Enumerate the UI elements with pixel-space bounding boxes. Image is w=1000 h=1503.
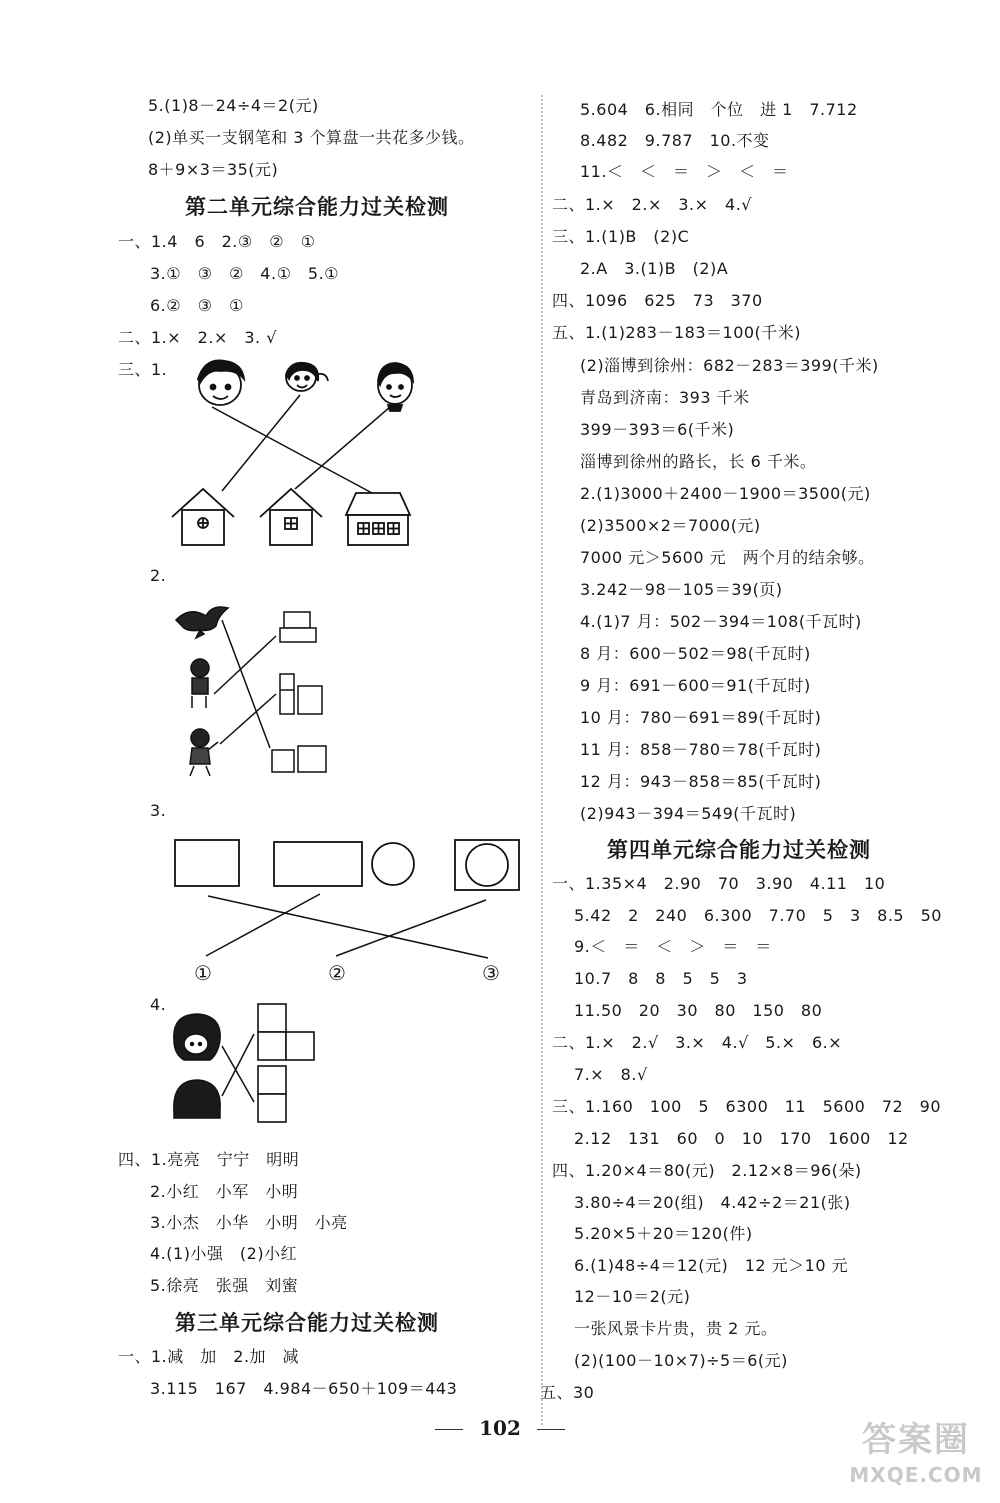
answer-line: 淄博到徐州的路长，长 6 千米。: [580, 452, 817, 471]
answer-line: 4.(1)小强 (2)小红: [150, 1244, 298, 1263]
choice-marker: ①: [194, 961, 213, 985]
page-number-dash: [537, 1429, 565, 1430]
answer-line: 5.604 6.相同 个位 进 1 7.712: [580, 100, 858, 119]
answer-line: 3.① ③ ② 4.① 5.①: [150, 264, 340, 283]
front-view-shape: [272, 746, 326, 772]
answer-line: 二、1.× 2.× 3. √: [118, 328, 277, 347]
answer-line: 10 月：780－691＝89(千瓦时): [580, 708, 822, 727]
answer-line: 5.20×5＋20＝120(件): [574, 1224, 753, 1243]
answer-line: 3.80÷4＝20(组) 4.42÷2＝21(张): [574, 1193, 851, 1212]
answer-line: 8.482 9.787 10.不变: [580, 131, 770, 150]
matching-lines: [214, 620, 276, 748]
answer-line: (2)淄博到徐州：682－283＝399(千米): [580, 356, 879, 375]
boy-face-icon: [198, 360, 244, 405]
matching-lines: [206, 894, 488, 958]
faces-houses-matching-figure: [160, 355, 430, 555]
choice-marker: ②: [328, 961, 347, 985]
net-matching-figure: [170, 1000, 330, 1130]
answer-line: 一、1.35×4 2.90 70 3.90 4.11 10: [552, 874, 886, 893]
shape-rectangle: [175, 840, 239, 886]
answer-line: (2)单买一支钢笔和 3 个算盘一共花多少钱。: [148, 128, 475, 147]
answer-line: 一、1.4 6 2.③ ② ①: [118, 232, 316, 251]
answer-line: 11 月：858－780＝78(千瓦时): [580, 740, 822, 759]
answer-line: 6.(1)48÷4＝12(元) 12 元＞10 元: [574, 1256, 849, 1275]
top-view-shape: [280, 612, 316, 642]
answer-line: 四、1.亮亮 宁宁 明明: [118, 1150, 300, 1169]
answer-line: 四、1096 625 73 370: [552, 291, 763, 310]
answer-line: 2.12 131 60 0 10 170 1600 12: [574, 1129, 909, 1148]
unit3-heading: 第三单元综合能力过关检测: [175, 1311, 439, 1335]
house-icon: [346, 493, 410, 545]
answer-line: 一张风景卡片贵，贵 2 元。: [574, 1319, 778, 1338]
page-number-text: 102: [479, 1416, 521, 1440]
section-label: 三、1.: [118, 360, 168, 379]
cube-net-shape: [258, 1004, 314, 1060]
boy-face-icon: [378, 363, 413, 411]
answer-line: 11.50 20 30 80 150 80: [574, 1001, 823, 1020]
answer-line: 7.× 8.√: [574, 1065, 648, 1084]
shape-long-rectangle: [274, 842, 362, 886]
answer-line: 2.A 3.(1)B (2)A: [580, 259, 729, 278]
answer-line: 10.7 8 8 5 5 3: [574, 969, 748, 988]
watermark-url: MXQE.COM: [849, 1463, 983, 1487]
answer-line: 3.小杰 小华 小明 小亮: [150, 1213, 348, 1232]
answer-line: 8＋9×3＝35(元): [148, 160, 279, 179]
girl-face-icon: [286, 363, 328, 391]
shapes-matching-figure: [170, 836, 530, 986]
answer-line: 2.小红 小军 小明: [150, 1182, 299, 1201]
answer-line: 5.(1)8－24÷4＝2(元): [148, 96, 319, 115]
answer-line: 7000 元＞5600 元 两个月的结余够。: [580, 548, 875, 567]
matching-lines: [222, 1034, 254, 1102]
side-view-shape: [280, 674, 322, 714]
answer-line: 11.＜ ＜ ＝ ＞ ＜ ＝: [580, 162, 789, 181]
watermark-logo-text: 答案圈: [862, 1420, 970, 1460]
eagle-icon: [176, 607, 228, 638]
answer-line: 5.徐亮 张强 刘蜜: [150, 1276, 299, 1295]
answer-line: 3.115 167 4.984－650＋109＝443: [150, 1379, 458, 1398]
answer-line: 9 月：691－600＝91(千瓦时): [580, 676, 811, 695]
child-icon: [191, 659, 209, 708]
girl-head-icon: [174, 1014, 220, 1060]
shape-circle: [372, 843, 414, 885]
shape-square-with-circle: [455, 840, 519, 890]
answer-line: 四、1.20×4＝80(元) 2.12×8＝96(朵): [552, 1161, 862, 1180]
answer-line: 五、1.(1)283－183＝100(千米): [552, 323, 802, 342]
answer-line: 二、1.× 2.× 3.× 4.√: [552, 195, 752, 214]
child-icon: [190, 729, 218, 776]
answer-line: 三、1.160 100 5 6300 11 5600 72 90: [552, 1097, 942, 1116]
answer-line: 8 月：600－502＝98(千瓦时): [580, 644, 811, 663]
unit4-heading: 第四单元综合能力过关检测: [607, 838, 871, 862]
answer-line: 二、1.× 2.√ 3.× 4.√ 5.× 6.×: [552, 1033, 843, 1052]
answer-line: 2.(1)3000＋2400－1900＝3500(元): [580, 484, 871, 503]
answer-line: (2)(100－10×7)÷5＝6(元): [574, 1351, 788, 1370]
answer-line: 6.② ③ ①: [150, 296, 244, 315]
answer-line: 4.(1)7 月：502－394＝108(千瓦时): [580, 612, 862, 631]
unit2-heading: 第二单元综合能力过关检测: [185, 195, 449, 219]
choice-marker: ③: [482, 961, 501, 985]
answer-line: 五、30: [540, 1383, 595, 1402]
house-icon: [172, 489, 234, 545]
house-icon: [260, 489, 322, 545]
answer-line: (2)943－394＝549(千瓦时): [580, 804, 797, 823]
answer-line: 3.242－98－105＝39(页): [580, 580, 783, 599]
column-divider: [541, 95, 543, 1425]
answer-line: (2)3500×2＝7000(元): [580, 516, 761, 535]
answer-line: 9.＜ ＝ ＜ ＞ ＝ ＝: [574, 937, 772, 956]
answer-line: 5.42 2 240 6.300 7.70 5 3 8.5 50: [574, 906, 942, 925]
answer-line: 青岛到济南：393 千米: [580, 388, 750, 407]
question-label: 2.: [150, 566, 167, 585]
views-matching-figure: [170, 598, 340, 778]
page-number-dash: [435, 1429, 463, 1430]
cube-net-shape: [258, 1066, 286, 1122]
answer-line: 一、1.减 加 2.加 减: [118, 1347, 300, 1366]
matching-lines: [212, 395, 390, 493]
question-label: 4.: [150, 995, 167, 1014]
question-label: 3.: [150, 801, 167, 820]
answer-line: 399－393＝6(千米): [580, 420, 735, 439]
answer-line: 12 月：943－858＝85(千瓦时): [580, 772, 822, 791]
answer-line: 三、1.(1)B (2)C: [552, 227, 690, 246]
site-watermark: [846, 1418, 986, 1496]
answer-line: 12－10＝2(元): [574, 1287, 691, 1306]
girl-head-icon: [174, 1080, 220, 1118]
